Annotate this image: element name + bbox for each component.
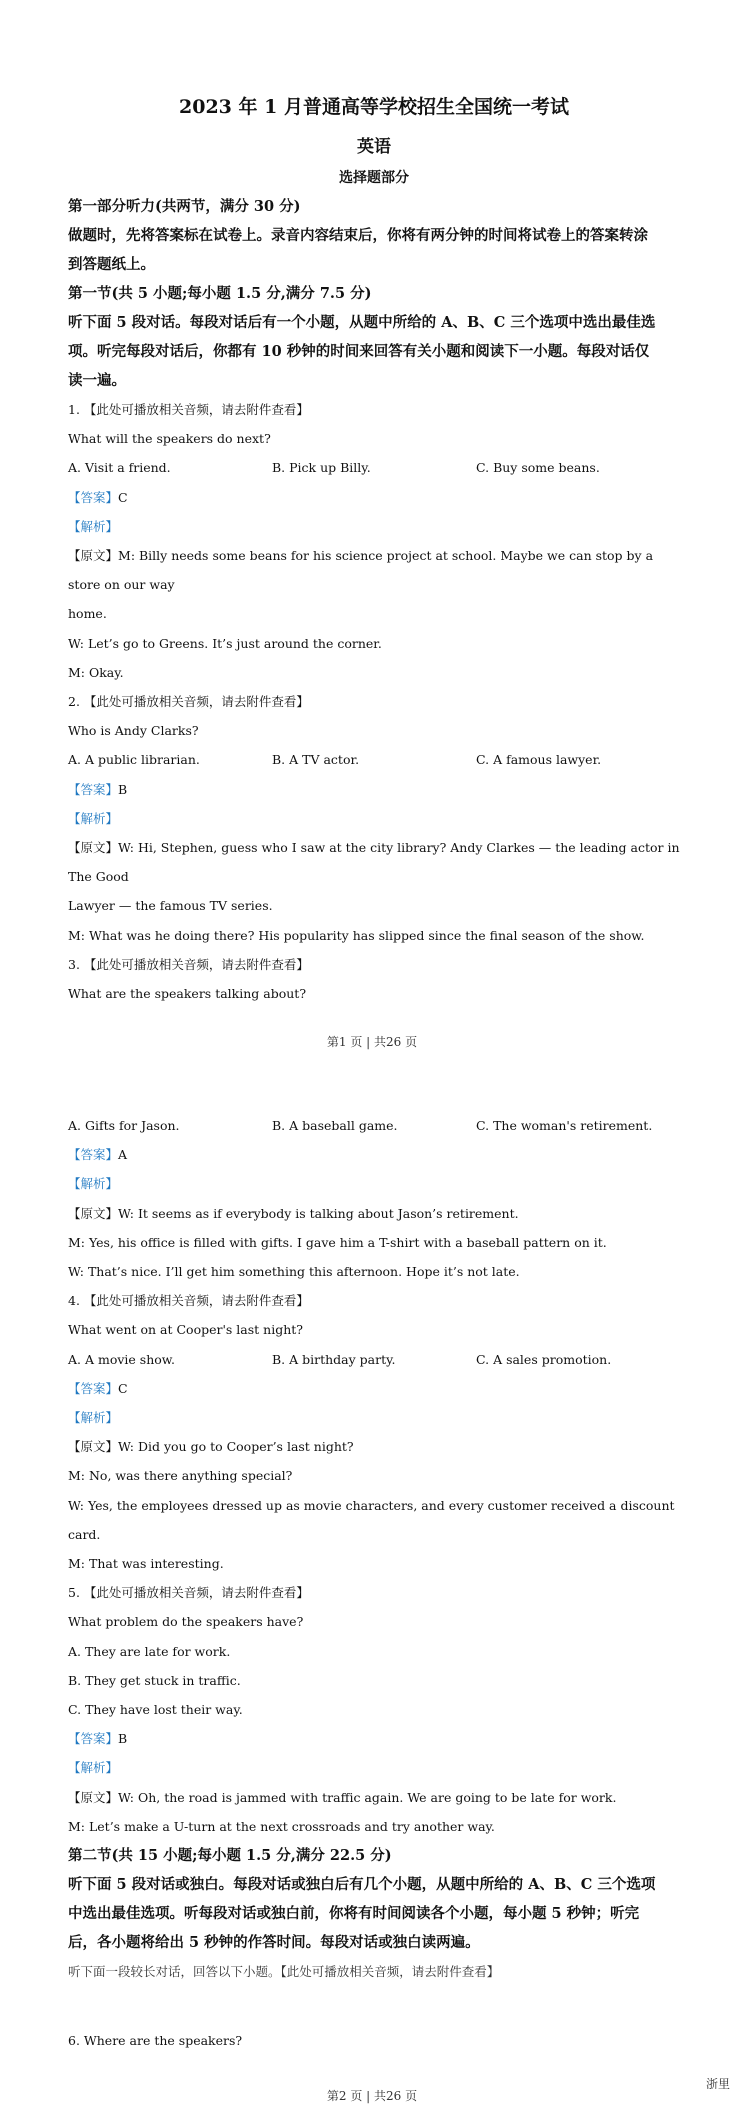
original-label: 【原文】 — [68, 1205, 119, 1221]
q4-analysis-label: 【解析】 — [68, 1410, 119, 1425]
q2-audio[interactable]: 2. 【此处可播放相关音频，请去附件查看】 — [68, 694, 309, 710]
q4-options — [68, 1345, 680, 1374]
q2-original-text: Lawyer — the famous TV series. — [68, 898, 273, 914]
q1-option-b: B. Pick up Billy. — [272, 460, 371, 476]
q2-option-b: B. A TV actor. — [272, 752, 360, 768]
q4-audio[interactable]: 4. 【此处可播放相关音频，请去附件查看】 — [68, 1293, 309, 1309]
q3-question: What are the speakers talking about? — [68, 986, 307, 1002]
original-label: 【原文】 — [68, 548, 119, 563]
q3-original-text: W: That’s nice. I’ll get him something this afternoon. Hope it’s not late. — [68, 1264, 520, 1279]
section2-instruction: 听下面 5 段对话或独白。每段对话或独白后有几个小题，从题中所给的 A、B、C 三个选项 — [68, 1876, 656, 1894]
q2-original-text: W: Hi, Stephen, guess who I saw at the city library? Andy Clarkes — the leading actor in The Good — [68, 840, 680, 885]
page-1-footer: 第1 页 | 共26 页 — [326, 1035, 418, 1049]
section1-instruction: 读一遍。 — [68, 372, 126, 389]
q3-options — [68, 1111, 680, 1140]
q1-audio[interactable]: 1. 【此处可播放相关音频，请去附件查看】 — [68, 402, 309, 417]
q4-question: What went on at Cooper's last night? — [68, 1322, 303, 1338]
q4-original-text: W: Did you go to Cooper’s last night? — [118, 1439, 354, 1455]
q1-original-text: M: Okay. — [68, 664, 124, 680]
listen-note[interactable]: 听下面一段较长对话，回答以下小题。【此处可播放相关音频，请去附件查看】 — [68, 1964, 500, 1980]
q5-original-text: W: Oh, the road is jammed with traffic again. We are going to be late for work. — [118, 1789, 617, 1805]
q2-answer — [68, 775, 680, 804]
page-2-content — [68, 1111, 680, 2055]
q2-analysis-label: 【解析】 — [68, 810, 119, 826]
page-1-content — [68, 94, 680, 1008]
q1-original — [68, 541, 680, 599]
q2-answer-value: B — [118, 781, 128, 797]
q3-audio[interactable]: 3. 【此处可播放相关音频，请去附件查看】 — [68, 956, 309, 972]
answer-label: 【答案】 — [68, 781, 119, 797]
answer-label: 【答案】 — [68, 1380, 119, 1396]
section-name: 选择题部分 — [339, 170, 409, 186]
answer-label: 【答案】 — [68, 1731, 119, 1747]
q3-original-text: M: Yes, his office is filled with gifts. I gave him a T-shirt with a baseball pattern on it. — [68, 1234, 607, 1250]
part1-heading: 第一部分听力(共两节，满分 30 分) — [68, 198, 301, 215]
q1-original-text: home. — [68, 606, 107, 622]
q2-question: Who is Andy Clarks? — [68, 723, 199, 739]
page-2 — [0, 1070, 744, 2104]
q3-option-c: C. The woman's retirement. — [476, 1118, 653, 1133]
q1-question: What will the speakers do next? — [68, 431, 271, 447]
q4-answer-value: C — [118, 1380, 128, 1396]
q4-original — [68, 1432, 680, 1461]
q1-analysis-label: 【解析】 — [68, 518, 119, 534]
q6-question: 6. Where are the speakers? — [68, 2033, 243, 2049]
q2-option-a: A. A public librarian. — [68, 752, 200, 768]
q1-option-c: C. Buy some beans. — [476, 460, 600, 476]
q2-original-text: M: What was he doing there? His popularity has slipped since the final season of the show. — [68, 927, 645, 943]
original-label: 【原文】 — [68, 1439, 119, 1455]
q5-option-a: A. They are late for work. — [68, 1643, 231, 1659]
subject-title: 英语 — [357, 137, 391, 157]
q3-analysis-label: 【解析】 — [68, 1176, 119, 1192]
q3-original-text: W: It seems as if everybody is talking about Jason’s retirement. — [118, 1205, 519, 1221]
part1-instruction: 到答题纸上。 — [68, 256, 155, 273]
q4-original-text: W: Yes, the employees dressed up as movie characters, and every customer received a discount card. — [68, 1497, 675, 1542]
q5-analysis-label: 【解析】 — [68, 1760, 119, 1776]
answer-label: 【答案】 — [68, 1147, 119, 1163]
q3-option-b: B. A baseball game. — [272, 1118, 398, 1133]
q4-option-a: A. A movie show. — [68, 1351, 175, 1367]
q3-option-a: A. Gifts for Jason. — [68, 1118, 180, 1133]
section1-heading: 第一节(共 5 小题;每小题 1.5 分,满分 7.5 分) — [68, 285, 372, 302]
q2-options — [68, 745, 680, 774]
q1-original-text: M: Billy needs some beans for his science project at school. Maybe we can stop by a store on our way — [68, 548, 654, 593]
q4-original-text: M: That was interesting. — [68, 1556, 224, 1572]
answer-label: 【答案】 — [68, 489, 119, 505]
exam-title: 2023 年 1 月普通高等学校招生全国统一考试 — [179, 96, 569, 118]
q4-answer — [68, 1374, 680, 1403]
q5-original-text: M: Let’s make a U-turn at the next crossroads and try another way. — [68, 1818, 495, 1834]
q4-option-b: B. A birthday party. — [272, 1351, 396, 1367]
q5-option-b: B. They get stuck in traffic. — [68, 1672, 241, 1688]
q2-option-c: C. A famous lawyer. — [476, 752, 602, 768]
q4-option-c: C. A sales promotion. — [476, 1351, 612, 1367]
q3-answer — [68, 1140, 680, 1169]
q1-option-a: A. Visit a friend. — [68, 460, 171, 476]
section2-heading: 第二节(共 15 小题;每小题 1.5 分,满分 22.5 分) — [68, 1847, 392, 1865]
q3-answer-value: A — [118, 1147, 128, 1163]
q5-audio[interactable]: 5. 【此处可播放相关音频，请去附件查看】 — [68, 1585, 309, 1601]
q1-answer — [68, 483, 680, 512]
section2-instruction: 中选出最佳选项。听每段对话或独白前，你将有时间阅读各个小题，每小题 5 秒钟；听完 — [68, 1905, 640, 1923]
q4-original-text: M: No, was there anything special? — [68, 1468, 293, 1484]
original-label: 【原文】 — [68, 1789, 119, 1805]
section2-instruction: 后，各小题将给出 5 秒钟的作答时间。每段对话或独白读两遍。 — [68, 1934, 480, 1952]
original-label: 【原文】 — [68, 840, 119, 856]
q5-option-c: C. They have lost their way. — [68, 1702, 243, 1718]
q5-answer — [68, 1724, 680, 1753]
q2-original — [68, 833, 680, 891]
section1-instruction: 听下面 5 段对话。每段对话后有一个小题，从题中所给的 A、B、C 三个选项中选出最佳选 — [68, 314, 656, 331]
part1-instruction: 做题时，先将答案标在试卷上。录音内容结束后，你将有两分钟的时间将试卷上的答案转涂 — [68, 227, 648, 244]
section1-instruction: 项。听完每段对话后，你都有 10 秒钟的时间来回答有关小题和阅读下一小题。每段对话仅 — [68, 343, 650, 360]
page-2-footer: 第2 页 | 共26 页 — [326, 2089, 418, 2103]
q5-answer-value: B — [118, 1731, 128, 1747]
side-note: 浙里 — [705, 2077, 730, 2091]
q1-answer-value: C — [118, 489, 128, 505]
q5-original — [68, 1783, 680, 1812]
q1-original-text: W: Let’s go to Greens. It’s just around the corner. — [68, 635, 382, 651]
q1-options — [68, 453, 680, 482]
spacer — [68, 1986, 680, 2026]
q5-question: What problem do the speakers have? — [68, 1614, 304, 1630]
q3-original — [68, 1199, 680, 1228]
